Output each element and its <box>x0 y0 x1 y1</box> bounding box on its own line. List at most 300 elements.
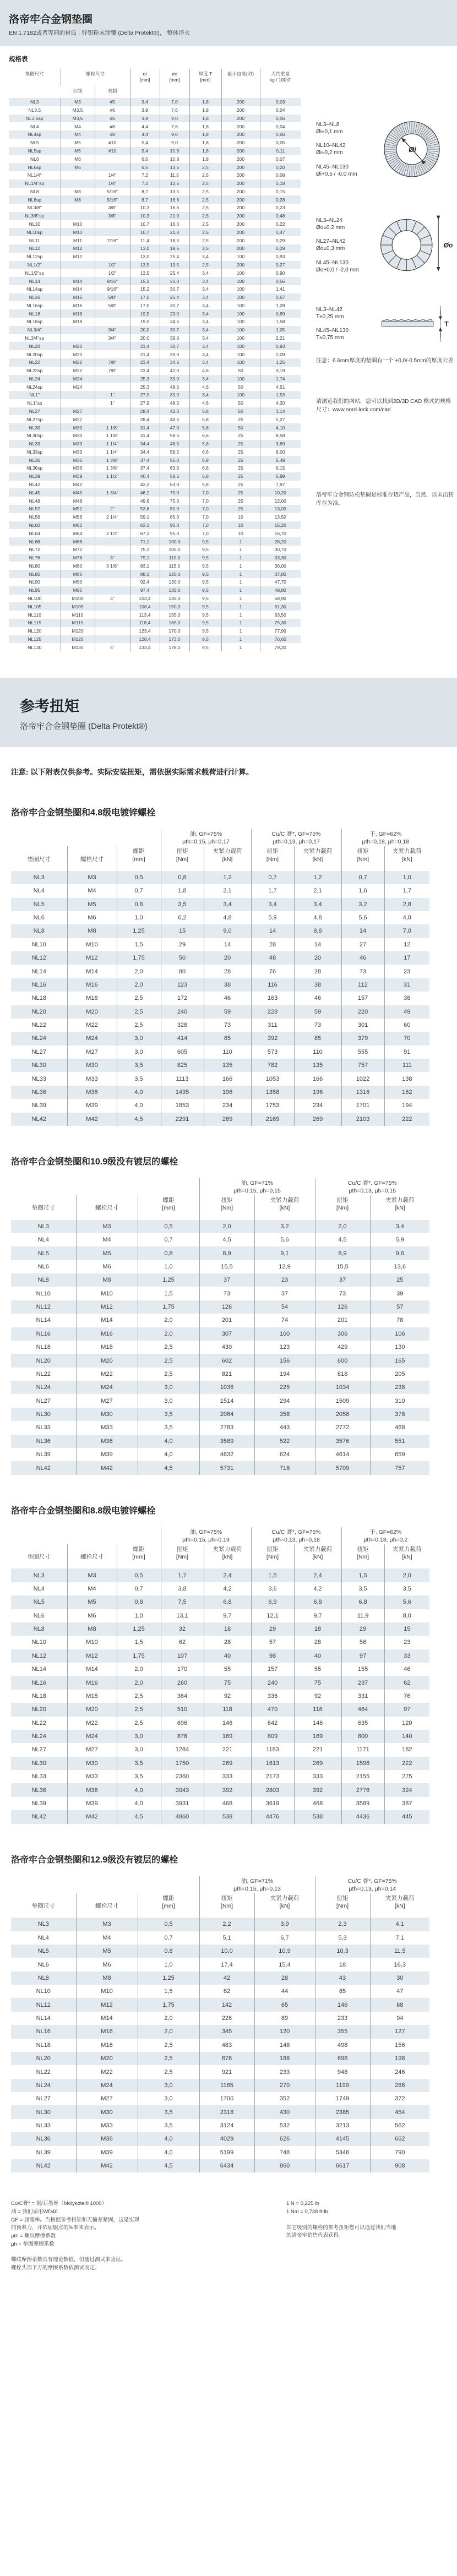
table-row <box>9 350 301 358</box>
table-cell <box>95 578 130 586</box>
table-cell: NL14 <box>36 1317 51 1324</box>
table-cell: M24 <box>67 1032 117 1045</box>
table-cell: M20 <box>67 1703 117 1716</box>
table-cell: 311 <box>251 1019 294 1032</box>
table-cell: NL115 <box>28 620 41 626</box>
table-cell: 23 <box>254 1273 315 1287</box>
table-cell: 228 <box>251 1005 294 1019</box>
table-cell: 16,70 <box>260 529 301 537</box>
text-line: Øi±0,2 mm <box>316 150 343 156</box>
table-cell: 0,90 <box>260 269 301 277</box>
table-cell: 0,8 <box>138 1246 199 1260</box>
table-cell <box>61 171 95 179</box>
table-cell: 15,4 <box>254 1958 315 1971</box>
text-line <box>316 135 376 143</box>
table-cell: 166 <box>294 1072 341 1085</box>
table-cell: 28 <box>251 938 294 951</box>
table-cell: NL16 <box>36 2028 51 2035</box>
table-cell: 29,0 <box>160 309 189 318</box>
col-header-bolt-size: 螺栓尺寸 <box>76 1893 138 1918</box>
table-cell: M24 <box>61 375 95 383</box>
torque-table-3-title: 洛帝牢合金钢垫圈和8.8级电镀锌螺栓 <box>11 1506 156 1516</box>
table-cell: 269 <box>294 1113 341 1126</box>
table-cell: M30 <box>67 1059 117 1072</box>
table-cell: NL30 <box>31 1062 46 1069</box>
table-cell: M4 <box>67 884 117 897</box>
table-cell: 23 <box>384 1636 429 1649</box>
table-row <box>9 619 301 627</box>
col-header-washer-size: 垫圈尺寸 <box>31 1903 55 1910</box>
table-cell: 7/8" <box>95 367 130 375</box>
table-cell: 14 <box>294 938 341 951</box>
table-cell: 2,5 <box>117 1005 161 1019</box>
table-cell: 28 <box>204 965 251 978</box>
table-cell: 34,5 <box>160 318 189 326</box>
table-cell: 0,7 <box>251 871 294 884</box>
table-cell: 97 <box>384 1703 429 1716</box>
table-cell: 6617 <box>315 2159 370 2172</box>
text-line <box>316 252 376 259</box>
table-cell: 33 <box>384 1649 429 1663</box>
table-cell: 5" <box>95 643 130 651</box>
table-cell: M22 <box>76 1368 138 1381</box>
table-cell: 3,2 <box>341 898 384 911</box>
table-row <box>11 1072 429 1085</box>
table-cell: 98 <box>251 1649 294 1663</box>
table-cell: 1" <box>95 391 130 399</box>
table-cell: 100 <box>221 318 260 326</box>
table-cell: 38 <box>204 978 251 992</box>
table-cell: 600 <box>315 1354 370 1367</box>
table-cell: NL68 <box>29 538 40 544</box>
table-cell: 1 <box>221 635 260 644</box>
table-cell: 328 <box>161 1019 204 1032</box>
table-cell: 2,5 <box>117 1690 161 1703</box>
table-cell: 200 <box>221 244 260 253</box>
table-cell: NL22 <box>36 1370 51 1377</box>
table-cell: M64 <box>61 529 95 537</box>
table-cell: NL12sp <box>26 254 43 260</box>
table-cell: NL16 <box>31 1679 46 1686</box>
table-cell: 17,0 <box>130 293 160 302</box>
table-cell: 31,4 <box>130 423 160 432</box>
table-cell: 1,75 <box>117 1649 161 1663</box>
table-cell: 11,4 <box>130 236 160 244</box>
torque-table-2-header <box>11 1178 429 1220</box>
col-header-clamp-load: 夹紧力载荷 [kN] <box>384 1544 429 1569</box>
table-cell: 0,8 <box>117 898 161 911</box>
table-cell: M14 <box>61 277 95 285</box>
table-cell: 5,8 <box>189 423 221 432</box>
table-cell: 49 <box>384 1005 429 1019</box>
table-cell: NL10 <box>31 1639 46 1646</box>
table-cell: M56 <box>61 513 95 521</box>
table-cell: 306 <box>315 1327 370 1341</box>
table-row <box>11 1341 429 1354</box>
table-cell: 88,1 <box>130 570 160 578</box>
table-cell: NL6sp <box>28 164 42 170</box>
table-cell <box>95 342 130 350</box>
table-cell: 3,0 <box>117 1045 161 1059</box>
table-row <box>11 1757 429 1770</box>
table-cell: 7/16" <box>95 236 130 244</box>
table-cell <box>95 318 130 326</box>
table-cell: M27 <box>67 1743 117 1756</box>
table-cell: 2,4 <box>204 1569 251 1582</box>
table-cell: NL10 <box>36 1988 51 1995</box>
table-cell: NL16 <box>29 295 40 301</box>
table-cell: M5 <box>67 1595 117 1609</box>
table-cell: 118 <box>294 1703 341 1716</box>
table-cell: 2,8 <box>384 898 429 911</box>
table-cell: 1,0 <box>117 911 161 924</box>
table-row <box>11 1985 429 1998</box>
table-cell: 21,0 <box>160 228 189 236</box>
table-cell: 94 <box>370 2012 429 2025</box>
table-row <box>11 2132 429 2145</box>
table-cell: 126 <box>199 1300 254 1314</box>
table-row <box>11 1273 429 1287</box>
table-row <box>11 1421 429 1434</box>
table-cell: 200 <box>221 122 260 130</box>
table-cell: NL39 <box>36 2149 51 2156</box>
table-cell: M33 <box>61 440 95 448</box>
table-cell: 1171 <box>341 1743 384 1756</box>
table-cell <box>61 326 95 334</box>
table-cell: 3/4" <box>95 326 130 334</box>
table-cell: 2385 <box>315 2105 370 2118</box>
table-cell: 17,4 <box>199 1958 254 1971</box>
table-cell: 3,2 <box>254 1220 315 1233</box>
table-cell: 18 <box>315 1958 370 1971</box>
table-cell: 29 <box>341 1622 384 1636</box>
table-row <box>9 481 301 489</box>
table-cell: 5,8 <box>189 440 221 448</box>
table-cell: 0,27 <box>260 261 301 269</box>
table-cell: 3576 <box>315 1435 370 1448</box>
table-cell: 12,1 <box>251 1609 294 1622</box>
table-cell <box>95 619 130 627</box>
inner-diameter-tolerances <box>316 121 376 178</box>
table-row <box>9 391 301 399</box>
table-cell: NL1/2" <box>27 262 42 268</box>
table-cell: M3 <box>67 1569 117 1582</box>
table-cell: 240 <box>161 1005 204 1019</box>
table-cell: 0,28 <box>260 195 301 204</box>
table-cell: 50 <box>221 423 260 432</box>
table-cell: M22 <box>61 358 95 367</box>
table-cell: 13,50 <box>260 513 301 521</box>
table-cell: 23,0 <box>160 277 189 285</box>
table-cell: 7,0 <box>160 98 189 106</box>
page-header <box>0 0 457 46</box>
table-cell: 40 <box>294 1649 341 1663</box>
table-cell: 825 <box>161 1059 204 1072</box>
text-line: Cu/C膏* = 铜/石墨膏（Molykote® 1000） <box>11 2201 107 2207</box>
table-cell: #10 <box>95 139 130 147</box>
table-cell <box>61 334 95 342</box>
torque-table-2-body <box>11 1220 429 1475</box>
col-header-bolt-size: 螺栓尺寸 <box>61 69 130 86</box>
table-cell: NL33 <box>31 1773 46 1780</box>
table-row <box>9 212 301 220</box>
table-cell: 2064 <box>199 1408 254 1421</box>
table-cell: 100 <box>221 391 260 399</box>
table-cell: 1596 <box>341 1757 384 1770</box>
table-cell: 1749 <box>315 2092 370 2105</box>
table-cell: 3,4 <box>130 98 160 106</box>
table-cell: 48,5 <box>160 440 189 448</box>
table-cell: 364 <box>161 1690 204 1703</box>
table-cell: 809 <box>251 1730 294 1743</box>
table-cell: 1 <box>221 602 260 611</box>
table-cell: 6434 <box>199 2159 254 2172</box>
table-cell: 48,5 <box>160 399 189 407</box>
table-cell: 498 <box>315 2039 370 2052</box>
table-cell: 100 <box>221 358 260 367</box>
table-cell: M24 <box>76 2079 138 2092</box>
col-header-clamp-load: 夹紧力载荷 [kN] <box>254 1893 315 1918</box>
spacer <box>11 1876 199 1893</box>
table-cell: 2,1 <box>294 884 341 897</box>
table-cell: NL20 <box>31 1008 46 1015</box>
table-cell: 0,18 <box>260 179 301 188</box>
table-cell: 4,5 <box>138 1461 199 1474</box>
table-cell: 1,28 <box>260 301 301 309</box>
table-cell: 200 <box>221 139 260 147</box>
table-cell: 11,5 <box>160 171 189 179</box>
table-cell <box>95 611 130 619</box>
table-cell: 2,5 <box>189 163 221 171</box>
table-cell: 3,5 <box>117 1757 161 1770</box>
table-cell: 246 <box>370 2065 429 2078</box>
table-cell: 635 <box>341 1717 384 1730</box>
table-cell: 25 <box>221 472 260 481</box>
table-row <box>9 269 301 277</box>
table-cell: 3043 <box>161 1783 204 1796</box>
table-cell: 0,06 <box>260 130 301 139</box>
table-cell: 269 <box>204 1757 251 1770</box>
table-cell: 31,4 <box>130 432 160 440</box>
table-cell: 100,0 <box>160 537 189 546</box>
table-cell: 19,5 <box>130 318 160 326</box>
table-cell: 301 <box>341 1019 384 1032</box>
table-cell: 782 <box>251 1059 294 1072</box>
table-cell: NL22 <box>36 2068 51 2076</box>
table-cell: 269 <box>204 1113 251 1126</box>
table-cell: 135 <box>204 1059 251 1072</box>
table-cell: #5 <box>95 98 130 106</box>
table-cell: 0,23 <box>260 204 301 212</box>
unit-conversions-and-contact-note <box>286 2200 429 2273</box>
table-cell: 9,5 <box>189 578 221 586</box>
table-cell: 3/4" <box>95 334 130 342</box>
table-cell: 79,20 <box>260 643 301 651</box>
table-row <box>9 244 301 253</box>
table-cell: NL56 <box>29 514 40 520</box>
table-cell: 10 <box>221 521 260 530</box>
spec-table-heading: 规格表 <box>9 56 28 63</box>
table-row <box>9 554 301 562</box>
washer-top-view-serrated <box>378 115 448 183</box>
table-cell: 0,04 <box>260 106 301 115</box>
table-cell: NL18 <box>29 311 40 317</box>
table-cell: 5709 <box>315 1461 370 1474</box>
table-cell: 1,74 <box>260 375 301 383</box>
table-cell: NL110 <box>28 612 41 618</box>
table-cell: 3,14 <box>260 407 301 416</box>
table-row <box>11 1595 429 1609</box>
table-cell: NL6 <box>33 1612 45 1619</box>
table-row <box>9 627 301 635</box>
table-cell: 53,6 <box>130 505 160 513</box>
table-row <box>11 2105 429 2118</box>
table-cell: M3 <box>61 98 95 106</box>
text-line: μh = 垫圈摩擦系数 <box>11 2241 55 2247</box>
col-header-pitch: 螺距 [mm] <box>117 1544 161 1569</box>
text-line: 油 = 我们采用WD40 <box>11 2209 58 2215</box>
table-row <box>9 358 301 367</box>
table-cell: 414 <box>161 1032 204 1045</box>
table-cell: 3,4 <box>189 391 221 399</box>
table-cell: NL5 <box>33 901 45 908</box>
table-row <box>9 301 301 309</box>
table-cell: 1,58 <box>260 318 301 326</box>
table-row <box>9 546 301 554</box>
col-header-clamp-load: 夹紧力载荷 [kN] <box>294 1544 341 1569</box>
table-cell: 2360 <box>161 1770 204 1783</box>
table-cell: NL22sp <box>26 368 43 374</box>
table-cell: 15 <box>384 1622 429 1636</box>
table-cell: NL36 <box>36 2136 51 2143</box>
text-line: Øo+0,0 / -2,0 mm <box>316 266 360 273</box>
table-cell: 0,5 <box>117 1569 161 1582</box>
table-cell: M5 <box>61 147 95 155</box>
table-cell: 44 <box>254 1985 315 1998</box>
outer-diameter-tolerances <box>316 217 376 274</box>
table-row <box>11 924 429 938</box>
table-cell: 307 <box>199 1327 254 1341</box>
table-cell: 28 <box>294 965 341 978</box>
table-cell: 4476 <box>251 1810 294 1823</box>
table-cell: 1753 <box>251 1099 294 1112</box>
table-cell: M39 <box>76 2146 138 2159</box>
table-cell: 46,2 <box>130 488 160 497</box>
table-cell: 1,53 <box>260 391 301 399</box>
table-cell: M68 <box>61 537 95 546</box>
table-cell: NL3 <box>30 99 39 105</box>
table-cell: 790 <box>370 2146 429 2159</box>
table-cell: 2,0 <box>315 1220 370 1233</box>
table-cell <box>95 627 130 635</box>
text-line <box>11 2249 264 2257</box>
table-cell: NL10 <box>29 221 40 227</box>
table-row <box>9 562 301 570</box>
table-row <box>11 1260 429 1273</box>
table-cell: M14 <box>67 965 117 978</box>
table-cell: 2,0 <box>117 978 161 992</box>
table-cell: 130,0 <box>160 578 189 586</box>
table-cell: 90,0 <box>160 521 189 530</box>
table-cell: 200 <box>221 220 260 228</box>
table-cell: 468 <box>370 1421 429 1434</box>
table-cell: NL22 <box>31 1719 46 1727</box>
table-cell: NL8 <box>37 1974 49 1981</box>
table-row <box>9 179 301 188</box>
table-cell: 7,6 <box>160 122 189 130</box>
text-line: Øo±0,2 mm <box>316 224 345 231</box>
table-cell: 5/8" <box>95 293 130 302</box>
table-cell: 1,5 <box>117 938 161 951</box>
table-cell: 4,8 <box>294 911 341 924</box>
table-cell: 522 <box>254 1435 315 1448</box>
table-cell: M45 <box>61 488 95 497</box>
table-cell: 130 <box>370 1341 429 1354</box>
table-cell: 2,5 <box>138 1354 199 1367</box>
table-cell: 7,0 <box>189 497 221 505</box>
col-header-clamp-load: 夹紧力载荷 [kN] <box>204 846 251 870</box>
table-cell: 29 <box>251 1622 294 1636</box>
table-cell: 3,4 <box>189 293 221 302</box>
table-cell: 470 <box>251 1703 294 1716</box>
table-cell: 200 <box>221 106 260 115</box>
table-cell: 3,0 <box>138 2079 199 2092</box>
table-cell: 47,0 <box>160 423 189 432</box>
table-cell: 79,1 <box>130 554 160 562</box>
table-cell: 3 1/8" <box>95 562 130 570</box>
table-cell: 62 <box>161 1636 204 1649</box>
table-cell: 1 1/2" <box>95 472 130 481</box>
table-cell: 9,5 <box>189 537 221 546</box>
table-cell: 1036 <box>199 1381 254 1394</box>
table-cell <box>95 220 130 228</box>
table-cell: 222 <box>384 1757 429 1770</box>
table-cell: 10,8 <box>160 155 189 163</box>
table-cell: NL3/8" <box>27 205 42 211</box>
table-cell: 2169 <box>251 1113 294 1126</box>
table-cell: M4 <box>76 1233 138 1246</box>
table-cell: 148 <box>254 2039 315 2052</box>
text-line: Øi±0,1 mm <box>316 128 343 135</box>
table-row <box>11 1059 429 1072</box>
table-cell: 30,7 <box>160 285 189 293</box>
table-cell: 7,0 <box>189 521 221 530</box>
text-line: NL45–NL130 <box>316 259 349 266</box>
table-cell: 1/2" <box>95 261 130 269</box>
table-cell: 4,0 <box>117 1783 161 1796</box>
table-cell: M14 <box>61 285 95 293</box>
table-cell: NL24 <box>31 1035 46 1042</box>
table-cell: 1/2" <box>95 269 130 277</box>
table-cell: NL33 <box>31 1075 46 1082</box>
table-cell: 3,4 <box>370 1220 429 1233</box>
table-cell: 234 <box>294 1099 341 1112</box>
figure-thickness <box>316 304 455 343</box>
table-cell: 1,05 <box>260 326 301 334</box>
table-cell: M27 <box>76 1394 138 1407</box>
table-row <box>9 595 301 603</box>
table-cell: 39,0 <box>160 334 189 342</box>
col-header-bolt-size: 螺栓尺寸 <box>67 1544 117 1569</box>
table-cell: 76,60 <box>260 635 301 644</box>
table-cell: 156 <box>370 2039 429 2052</box>
table-cell <box>61 261 95 269</box>
table-cell: 1 <box>221 643 260 651</box>
table-cell: 200 <box>221 155 260 163</box>
table-cell: 145,0 <box>160 595 189 603</box>
table-cell: 3,0 <box>117 1743 161 1756</box>
table-row <box>9 383 301 391</box>
